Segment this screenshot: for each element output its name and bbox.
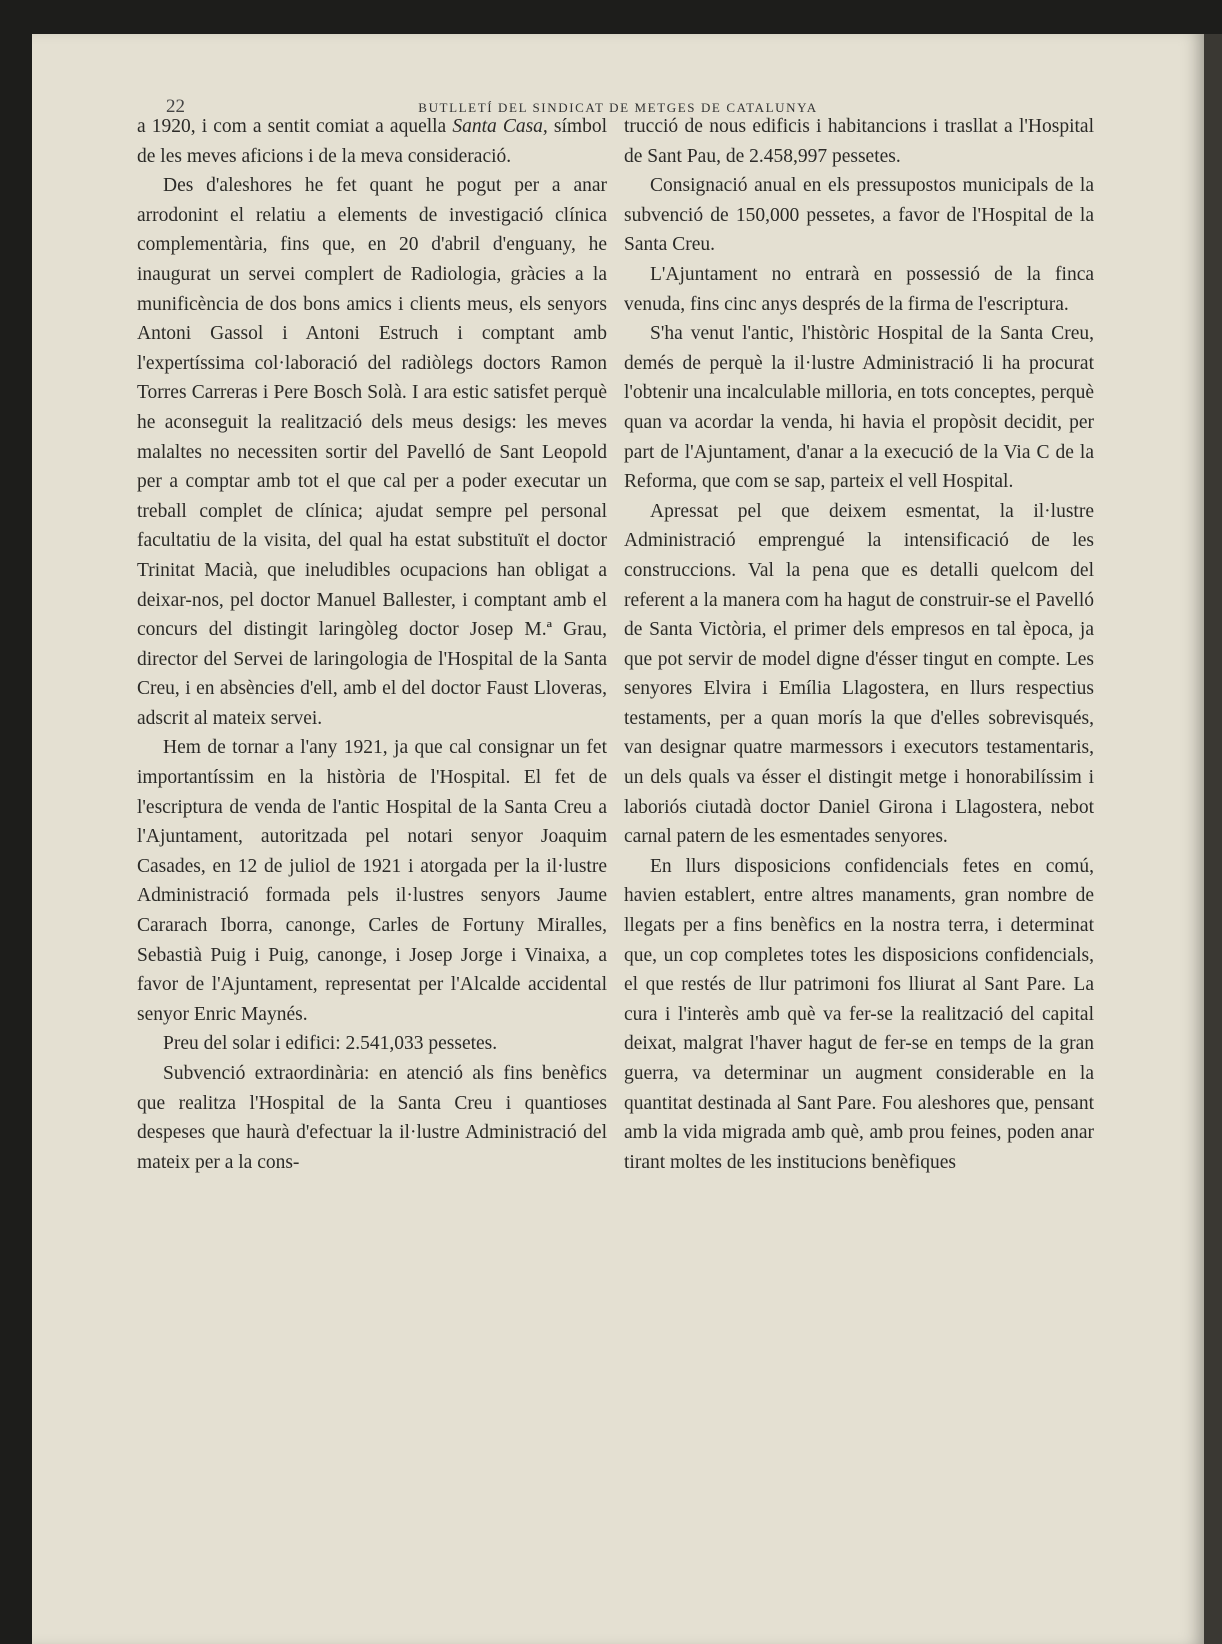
paragraph: L'Ajuntament no entrarà en possessió de la finca venuda, fins cinc anys després de la firma de l'escriptura. xyxy=(624,263,1094,315)
paragraph: trucció de nous edificis i habitancions i trasllat a l'Hospital de Sant Pau, de 2.458,997 pessetes. xyxy=(624,116,1094,167)
paragraph: Des d'aleshores he fet quant he pogut per a anar arrodonint el relatiu a elements de investigació clínica complementària, fins que, en 20 d'abril d'enguany, he inaugurat un servei complert de Radiologia, gràcies a la munificència de dos bons amics i clients meus, els senyors Antoni Gassol i Antoni Estruch i comptant amb l'expertíssima col·laboració del radiòlegs doctors Ramon Torres Carreras i Pere Bosch Solà. I ara estic satisfet perquè he aconseguit la realització dels meus desigs: les meves malaltes no necessiten sortir del Pavelló de Sant Leopold per a comptar amb tot el que cal per a poder executar un treball complet de clínica; ajudat sempre pel personal facultatiu de la visita, del qual ha estat substituït el doctor Trinitat Macià, que ineludibles ocupacions han obligat a deixar-nos, pel doctor Manuel Ballester, i comptant amb el concurs del distingit laringòleg doctor Josep M.ª Grau, director del Servei de laringologia de l'Hospital de la Santa Creu, i en absències d'ell, amb el del doctor Faust Lloveras, adscrit al mateix servei. xyxy=(137,175,607,729)
left-column xyxy=(137,112,607,1177)
paragraph xyxy=(137,112,607,171)
paragraph-text: símbol de les meves aficions i de la meva consideració. xyxy=(137,116,607,167)
running-head: BUTLLETÍ DEL SINDICAT DE METGES DE CATALUNYA xyxy=(418,100,818,115)
page-number: 22 xyxy=(166,96,185,117)
right-column xyxy=(624,112,1094,1177)
italic-text: Santa Casa, xyxy=(452,116,548,137)
paragraph: Subvenció extraordinària: en atenció als fins benèfics que realitza l'Hospital de la Santa Creu i quantioses despeses que haurà d'efectuar la il·lustre Administració del mateix per a la cons- xyxy=(137,1063,607,1173)
paragraph-text: a 1920, i com a sentit comiat a aquella xyxy=(137,116,453,137)
paragraph: En llurs disposicions confidencials fetes en comú, havien establert, entre altres manaments, gran nombre de llegats per a fins benèfics en la nostra terra, i determinat que, un cop completes totes les disposicions confidencials, el que restés de llur patrimoni fos lliurat al Sant Pare. La cura i l'interès amb què va fer-se la realització del capital deixat, malgrat l'haver hagut de fer-se en temps de la gran guerra, va determinar un augment considerable en la quantitat destinada al Sant Pare. Fou aleshores que, pensant amb la vida migrada amb què, amb prou feines, poden anar tirant moltes de les institucions benèfiques xyxy=(624,855,1094,1173)
binding-edge xyxy=(1204,34,1222,1644)
paragraph: Consignació anual en els pressupostos municipals de la subvenció de 150,000 pessetes, a favor de l'Hospital de la Santa Creu. xyxy=(624,175,1094,256)
paragraph: Apressat pel que deixem esmentat, la il·lustre Administració emprengué la intensificació de les construccions. Val la pena que es detalli quelcom del referent a la manera com ha hagut de construir-se el Pavelló de Santa Victòria, el primer dels empresos en tal època, ja que pot servir de model digne d'ésser tingut en compte. Les senyores Elvira i Emília Llagostera, en llurs respectius testaments, per a quan morís la que d'elles sobrevisqués, van designar quatre marmessors i executors testamentaris, un dels quals va ésser el distingit metge i honorabilíssim i laboriós ciutadà doctor Daniel Girona i Llagostera, nebot carnal patern de les esmentades senyores. xyxy=(624,500,1094,848)
paragraph: Hem de tornar a l'any 1921, ja que cal consignar un fet importantíssim en la història de l'Hospital. El fet de l'escriptura de venda de l'antic Hospital de la Santa Creu a l'Ajuntament, autoritzada pel notari senyor Joaquim Casades, en 12 de juliol de 1921 i atorgada per la il·lustre Administració formada pels il·lustres senyors Jaume Cararach Iborra, canonge, Carles de Fortuny Miralles, Sebastià Puig i Puig, canonge, i Josep Jorge i Vinaixa, a favor de l'Ajuntament, representat per l'Alcalde accidental senyor Enric Maynés. xyxy=(137,737,607,1025)
paragraph: Preu del solar i edifici: 2.541,033 pessetes. xyxy=(163,1033,498,1055)
paragraph: S'ha venut l'antic, l'històric Hospital de la Santa Creu, demés de perquè la il·lustre Administració li ha procurat l'obtenir una incalculable milloria, en tots conceptes, perquè quan va acordar la venda, hi havia el propòsit decidit, per part de l'Ajuntament, d'anar a la execució de la Via C de la Reforma, que com se sap, parteix el vell Hospital. xyxy=(624,323,1094,493)
